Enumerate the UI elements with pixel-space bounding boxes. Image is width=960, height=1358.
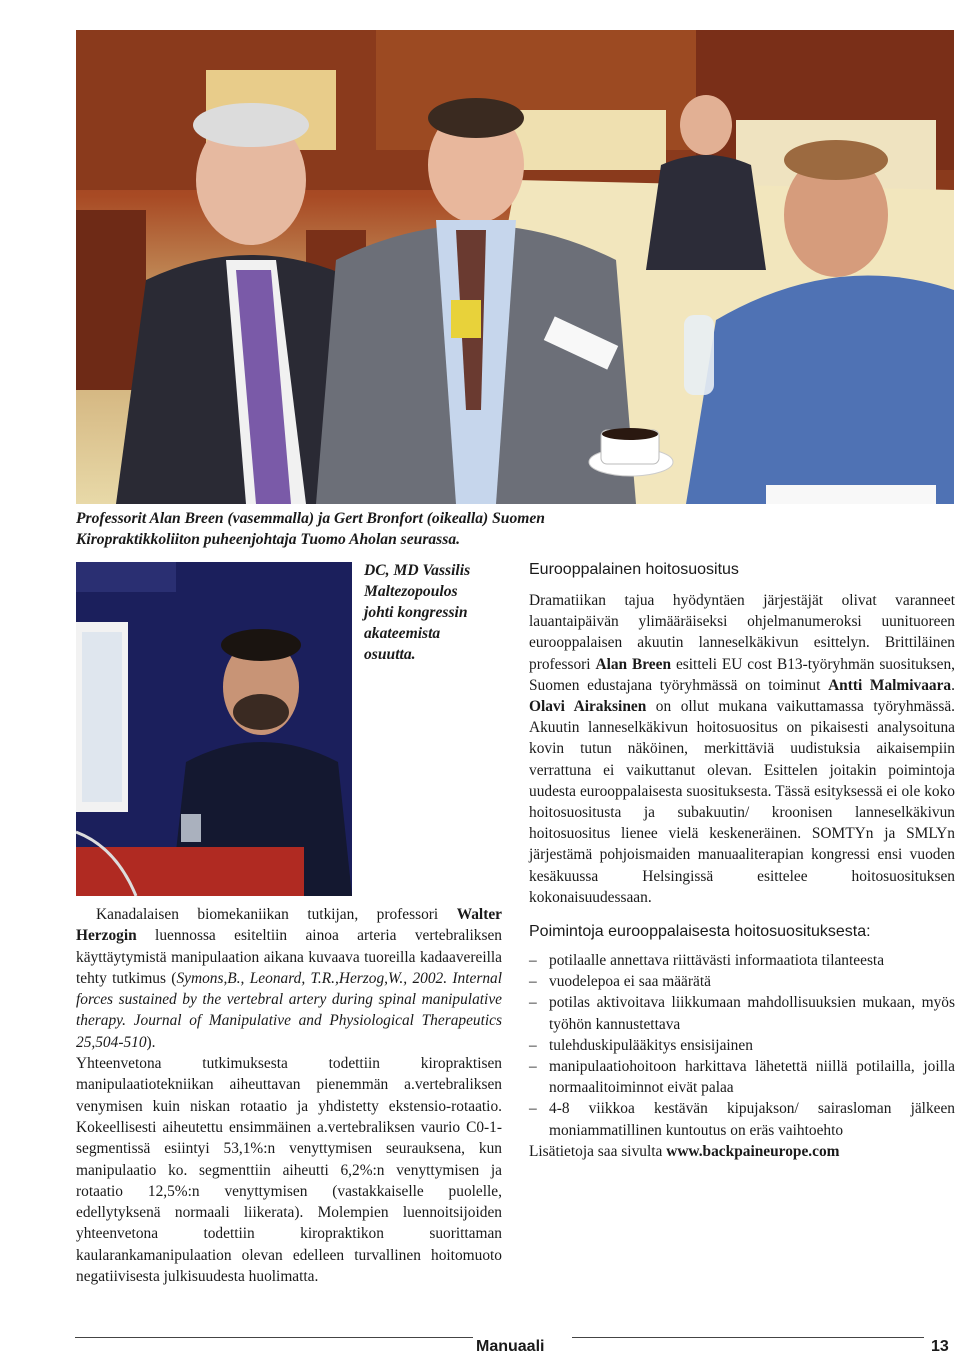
list-item: – potilas aktivoitava liikkumaan mahdollisuuksien mukaan, myös työhön kannustettava bbox=[529, 992, 955, 1034]
caption-second-line: Maltezopoulos bbox=[364, 583, 458, 600]
photo-caption-top bbox=[76, 508, 636, 550]
text-run: ). bbox=[146, 1033, 156, 1051]
caption-second-line: akateemista bbox=[364, 625, 441, 642]
right-article bbox=[529, 560, 955, 1162]
list-item: – manipulaatiohoitoon harkittava lähetettä niillä potilailla, joilla normaalitoiminnot eivät palaa bbox=[529, 1056, 955, 1098]
section-heading: Eurooppalainen hoitosuositus bbox=[529, 561, 739, 578]
recommendations-list bbox=[529, 950, 955, 1141]
more-info-prefix: Lisätietoja saa sivulta bbox=[529, 1142, 667, 1160]
page-number: 13 bbox=[931, 1338, 949, 1355]
reference-citation: Symons,B., Leonard, T.R.,Herzog,W., 2002. Internal forces sustained by the vertebral artery during spinal manipulative therapy. Journal of Manipulative and Physiological Therapeutics 25,504-510 bbox=[76, 969, 502, 1051]
list-item: – potilaalle annettava riittävästi informaatiota tilanteesta bbox=[529, 950, 955, 971]
website-link[interactable]: www.backpaineurope.com bbox=[666, 1142, 840, 1160]
more-info-line bbox=[529, 1141, 955, 1162]
text-run: luennossa esiteltiin ainoa arteria vertebraliksen käyttäytymistä manipulaation aikana kuvaava tuoreilla kadaavereilla tehty tutkimus ( bbox=[76, 927, 502, 987]
right-paragraph-1 bbox=[529, 590, 955, 908]
caption-second-line: johti kongressin bbox=[364, 604, 468, 621]
person-name: Antti Malmivaara bbox=[828, 676, 952, 694]
list-item: – 4-8 viikkoa kestävän kipujakson/ sairasloman jälkeen moniammatillinen kuntoutus on eräs vaihtoehto bbox=[529, 1098, 955, 1140]
text-run: . bbox=[951, 676, 955, 694]
text-run: on ollut mukana vaikuttamassa työryhmässä. Akuutin lanneselkäkivun hoitosuositus on pikaisesti analysoituna kovin tutun näköinen, merkittäviä uudistuksia aikaisempiin verrattuna ei vaikuttanut olevan. Esittelen joitakin poimintoja uudesta eurooppalaisesta suosituksesta. Tässä esityksessä ei ole koko hoitosuositusta ja subakuutin/ kroonisen lanneselkäkivun hoitosuositus lienee vielä keskeneräinen. SOMTYn ja SMLYn järjestämä pohjoismaiden manuaaliterapian kongressi ensi vuoden kesäkuussa Helsingissä esittelee hoitosuosituksen kokonaisuudessaan. bbox=[529, 698, 955, 906]
left-paragraph-2: Yhteenvetona tutkimuksesta todettiin kiropraktisen manipulaatiotekniikan aiheuttavan pienemmän a.vertebraliksen venymisen kuin niskan rotaatio ja yhdistetty ekstensio-rotaatio. Kokeellisesti aiheutettu ensimmäinen a.vertebraliksen vaurio C0-1-segmentissä esiintyi 53,1%:n venyttymisen seurauksena, kun manipulaatio ko. segmenttiin aiheutti 6,2%:n venyttymisen ja rotaatio 12,5%:n venyttymisen (vastakkaiselle puolelle, edellytyksenä normaali liikerata). Molempien luennoitsijoiden yhteenvetona todettiin kiropraktikon suorittaman kaularankamanipulaation olevan edelleen turvallinen hoitomuoto negatiivisesta julkisuudesta huolimatta. bbox=[76, 1055, 502, 1286]
person-name: Alan Breen bbox=[595, 655, 672, 673]
caption-second-line: osuutta. bbox=[364, 646, 416, 663]
left-article bbox=[76, 904, 502, 1287]
left-paragraph-1 bbox=[76, 904, 502, 1053]
person-name: Walter Herzogin bbox=[76, 906, 502, 945]
person-name: Olavi Airaksinen bbox=[529, 698, 647, 716]
magazine-name: Manuaali bbox=[476, 1338, 545, 1355]
text-run: Dramatiikan tajua hyödyntäen järjestäjät olivat varanneet lauantaipäivän ylimääräiseksi ohjelmanumeroksi uunituoreen eurooppalaisen akuutin lanneselkäkivun esittelyn. Brittiläinen professori bbox=[529, 592, 955, 673]
text-run: esitteli EU cost B13-työryhmän suosituksen, Suomen edustajana työryhmässä on toiminut bbox=[529, 655, 955, 694]
caption-top-line2: Kiropraktikkoliiton puheenjohtaja Tuomo Aholan seurassa. bbox=[76, 531, 461, 548]
photo-professors-illustration bbox=[76, 30, 954, 504]
footer-rule bbox=[572, 1337, 924, 1338]
photo-lecturer-illustration bbox=[76, 562, 352, 896]
list-item: – vuodelepoa ei saa määrätä bbox=[529, 971, 955, 992]
list-item: – tulehduskipulääkitys ensisijainen bbox=[529, 1035, 955, 1056]
footer-rule bbox=[75, 1337, 473, 1338]
caption-second-line: DC, MD Vassilis bbox=[364, 562, 471, 579]
caption-top-line1: Professorit Alan Breen (vasemmalla) ja Gert Bronfort (oikealla) Suomen bbox=[76, 510, 545, 527]
text-run: Kanadalaisen biomekaniikan tutkijan, professori bbox=[96, 906, 457, 923]
section-heading: Poimintoja eurooppalaisesta hoitosuosituksesta: bbox=[529, 923, 871, 941]
photo-caption-second bbox=[364, 560, 514, 665]
photo-lecturer bbox=[76, 562, 352, 896]
photo-professors-seated bbox=[76, 30, 954, 504]
